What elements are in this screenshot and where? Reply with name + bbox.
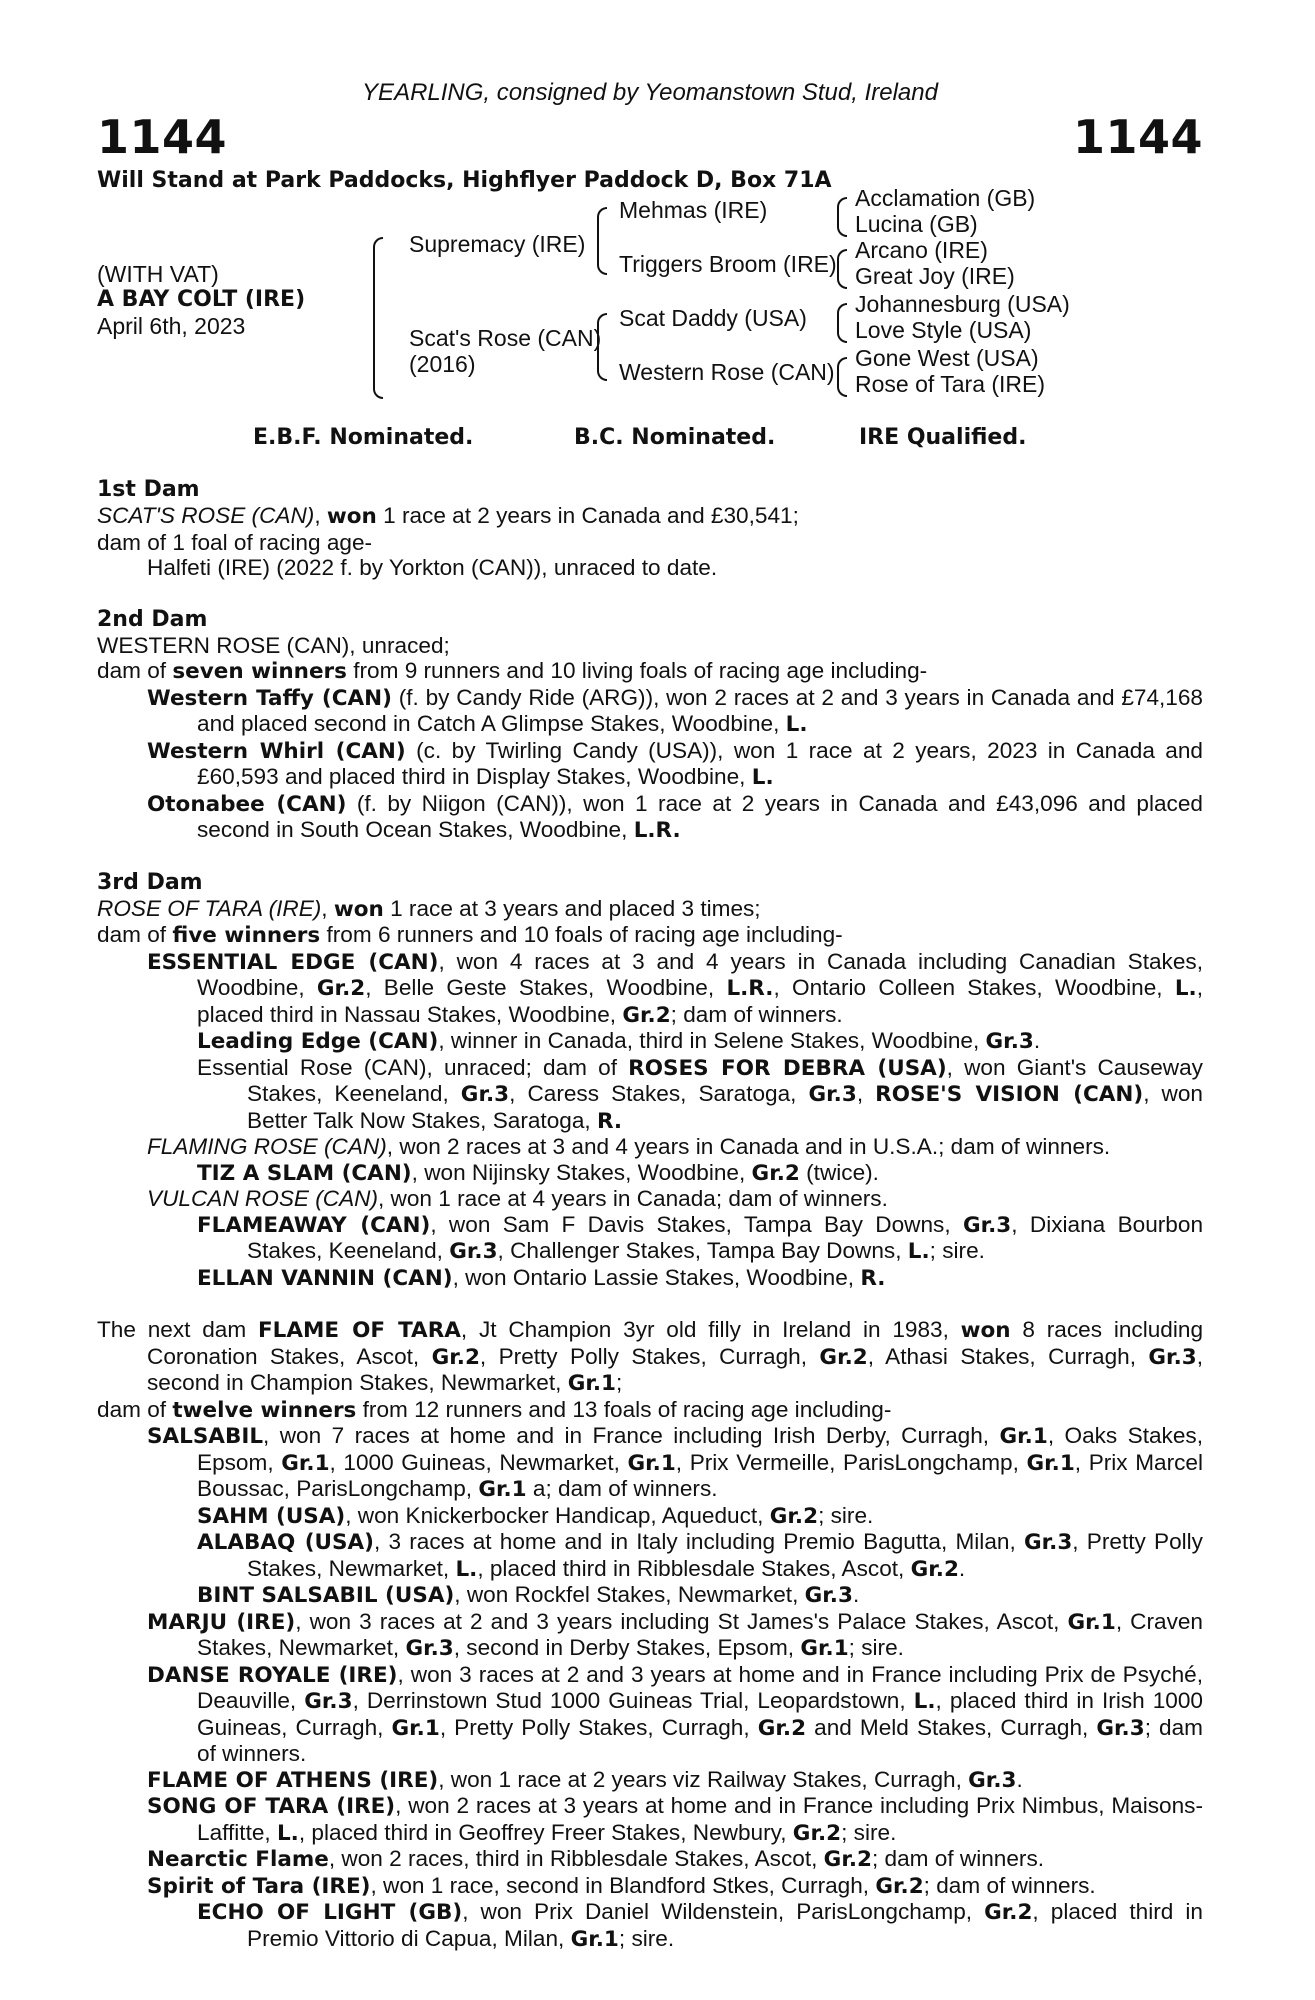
list-item: Leading Edge (CAN), winner in Canada, third in Selene Stakes, Woodbine, Gr.3.: [197, 1028, 1041, 1054]
list-item: Western Whirl (CAN) (c. by Twirling Candy (USA)), won 1 race at 2 years, 2023 in Canada and £60,593 and placed third in Display Stakes, Woodbine, L.: [147, 737, 1203, 790]
lot-number-row: [97, 108, 1203, 166]
third-dam-record: ROSE OF TARA (IRE), won 1 race at 3 years and placed 3 times;: [97, 895, 761, 922]
pedigree-sire: Supremacy (IRE): [409, 231, 586, 257]
list-item: MARJU (IRE), won 3 races at 2 and 3 years including St James's Palace Stakes, Ascot, Gr.1, Craven Stakes, Newmarket, Gr.3, second in Derby Stakes, Epsom, Gr.1; sire.: [147, 1608, 1203, 1661]
first-dam-dam-of: dam of 1 foal of racing age-: [97, 529, 373, 555]
ebf-nominated: E.B.F. Nominated.: [253, 425, 474, 450]
list-item: Otonabee (CAN) (f. by Niigon (CAN)), won 1 race at 2 years in Canada and £43,096 and placed second in South Ocean Stakes, Woodbine, L.R.: [147, 790, 1203, 843]
third-dam-heading: 3rd Dam: [97, 869, 203, 895]
list-item: BINT SALSABIL (USA), won Rockfel Stakes, Newmarket, Gr.3.: [197, 1582, 860, 1608]
list-item: Essential Rose (CAN), unraced; dam of ROSES FOR DEBRA (USA), won Giant's Causeway Stakes, Keeneland, Gr.3, Caress Stakes, Saratoga, Gr.3, ROSE'S VISION (CAN), won Better Talk Now Stakes, Saratoga, R.: [197, 1054, 1203, 1134]
list-item: FLAMING ROSE (CAN), won 2 races at 3 and 4 years in Canada and in U.S.A.; dam of winners.: [147, 1134, 1111, 1159]
catalogue-page: [97, 78, 1203, 1952]
horse-dob: April 6th, 2023: [97, 313, 246, 339]
list-item: Nearctic Flame, won 2 races, third in Ribblesdale Stakes, Ascot, Gr.2; dam of winners.: [147, 1846, 1045, 1872]
pedigree-g6: Love Style (USA): [855, 317, 1032, 343]
first-dam-record: SCAT'S ROSE (CAN), won 1 race at 2 years in Canada and £30,541;: [97, 503, 799, 529]
next-dam-dam-of: dam of twelve winners from 12 runners and 13 foals of racing age including-: [97, 1396, 892, 1423]
pedigree-sire-sire: Mehmas (IRE): [619, 197, 768, 223]
second-dam-dam-of: dam of seven winners from 9 runners and 10 living foals of racing age including-: [97, 658, 928, 684]
pedigree-g7: Gone West (USA): [855, 345, 1039, 371]
list-item: FLAMEAWAY (CAN), won Sam F Davis Stakes, Tampa Bay Downs, Gr.3, Dixiana Bourbon Stakes, Keeneland, Gr.3, Challenger Stakes, Tampa Bay Downs, L.; sire.: [197, 1211, 1204, 1264]
list-item: ELLAN VANNIN (CAN), won Ontario Lassie Stakes, Woodbine, R.: [197, 1264, 886, 1291]
second-dam-intro: WESTERN ROSE (CAN), unraced;: [97, 632, 450, 658]
bc-nominated: B.C. Nominated.: [574, 425, 776, 450]
pedigree-g3: Arcano (IRE): [855, 237, 988, 263]
list-item: SAHM (USA), won Knickerbocker Handicap, Aqueduct, Gr.2; sire.: [197, 1502, 874, 1529]
first-dam-foal: Halfeti (IRE) (2022 f. by Yorkton (CAN)), unraced to date.: [147, 555, 718, 580]
brace-sire: [597, 207, 607, 275]
pedigree-dam: Scat's Rose (CAN): [409, 325, 602, 351]
first-dam-heading: 1st Dam: [97, 477, 200, 502]
second-dam-heading: 2nd Dam: [97, 606, 208, 632]
list-item: ESSENTIAL EDGE (CAN), won 4 races at 3 and 4 years in Canada including Canadian Stakes, Woodbine, Gr.2, Belle Geste Stakes, Woodbine, L.R., Ontario Colleen Stakes, Woodbine, L., placed third in Nassau Stakes, Woodbine, Gr.2; dam of winners.: [147, 948, 1203, 1028]
list-item: SONG OF TARA (IRE), won 2 races at 3 years at home and in France including Prix Nimbus, Maisons-Laffitte, L., placed third in Geoffrey Freer Stakes, Newbury, Gr.2; sire.: [147, 1793, 1203, 1846]
brace-horse: [373, 237, 383, 399]
pedigree-notes: [97, 477, 1203, 1952]
brace-g3: [837, 303, 847, 343]
pedigree-g2: Lucina (GB): [855, 211, 978, 237]
pedigree-g8: Rose of Tara (IRE): [855, 371, 1046, 397]
brace-g1: [837, 197, 847, 237]
nominations-row: [97, 415, 1203, 459]
stand-location: Will Stand at Park Paddocks, Highflyer Paddock D, Box 71A: [97, 168, 832, 193]
lot-number-left: 1144: [97, 110, 228, 164]
pedigree-g5: Johannesburg (USA): [855, 291, 1070, 317]
pedigree-dam-year: (2016): [409, 351, 476, 377]
ire-qualified: IRE Qualified.: [859, 425, 1027, 450]
lot-number-right: 1144: [1072, 110, 1203, 164]
brace-g2: [837, 249, 847, 289]
list-item: SALSABIL, won 7 races at home and in France including Irish Derby, Curragh, Gr.1, Oaks Stakes, Epsom, Gr.1, 1000 Guineas, Newmarket, Gr.1, Prix Vermeille, ParisLongchamp, Gr.1, Prix Marcel Boussac, ParisLongchamp, Gr.1 a; dam of winners.: [147, 1423, 1204, 1502]
list-item: Spirit of Tara (IRE), won 1 race, second in Blandford Stkes, Curragh, Gr.2; dam of winners.: [147, 1872, 1096, 1899]
pedigree-sire-dam: Triggers Broom (IRE): [619, 251, 837, 277]
list-item: TIZ A SLAM (CAN), won Nijinsky Stakes, Woodbine, Gr.2 (twice).: [197, 1159, 879, 1186]
list-item: ECHO OF LIGHT (GB), won Prix Daniel Wildenstein, ParisLongchamp, Gr.2, placed third in Premio Vittorio di Capua, Milan, Gr.1; sire.: [197, 1899, 1203, 1952]
list-item: Western Taffy (CAN) (f. by Candy Ride (ARG)), won 2 races at 2 and 3 years in Canada and £74,168 and placed second in Catch A Glimpse Stakes, Woodbine, L.: [147, 684, 1203, 737]
list-item: ALABAQ (USA), 3 races at home and in Italy including Premio Bagutta, Milan, Gr.3, Pretty Polly Stakes, Newmarket, L., placed third in Ribblesdale Stakes, Ascot, Gr.2.: [197, 1529, 1203, 1582]
brace-dam: [597, 313, 607, 381]
pedigree-dam-sire: Scat Daddy (USA): [619, 305, 807, 331]
pedigree-tree: [97, 185, 1203, 415]
brace-g4: [837, 357, 847, 397]
pedigree-dam-dam: Western Rose (CAN): [619, 359, 835, 385]
horse-name: A BAY COLT (IRE): [97, 287, 306, 312]
third-dam-dam-of: dam of five winners from 6 runners and 10 foals of racing age including-: [97, 922, 843, 948]
list-item: FLAME OF ATHENS (IRE), won 1 race at 2 years viz Railway Stakes, Curragh, Gr.3.: [147, 1766, 1023, 1793]
pedigree-g4: Great Joy (IRE): [855, 263, 1015, 289]
consignor-subtitle: YEARLING, consigned by Yeomanstown Stud, Ireland: [362, 79, 938, 106]
list-item: VULCAN ROSE (CAN), won 1 race at 4 years in Canada; dam of winners.: [147, 1186, 888, 1211]
next-dam-record: The next dam FLAME OF TARA, Jt Champion 3yr old filly in Ireland in 1983, won 8 races including Coronation Stakes, Ascot, Gr.2, Pretty Polly Stakes, Curragh, Gr.2, Athasi Stakes, Curragh, Gr.3, second in Champion Stakes, Newmarket, Gr.1;: [97, 1317, 1204, 1396]
pedigree-g1: Acclamation (GB): [855, 185, 1036, 211]
list-item: DANSE ROYALE (IRE), won 3 races at 2 and 3 years at home and in France including Prix de Psyché, Deauville, Gr.3, Derrinstown Stud 1000 Guineas Trial, Leopardstown, L., placed third in Irish 1000 Guineas, Curragh, Gr.1, Pretty Polly Stakes, Curragh, Gr.2 and Meld Stakes, Curragh, Gr.3; dam of winners.: [147, 1661, 1203, 1766]
vat-note: (WITH VAT): [97, 261, 219, 287]
